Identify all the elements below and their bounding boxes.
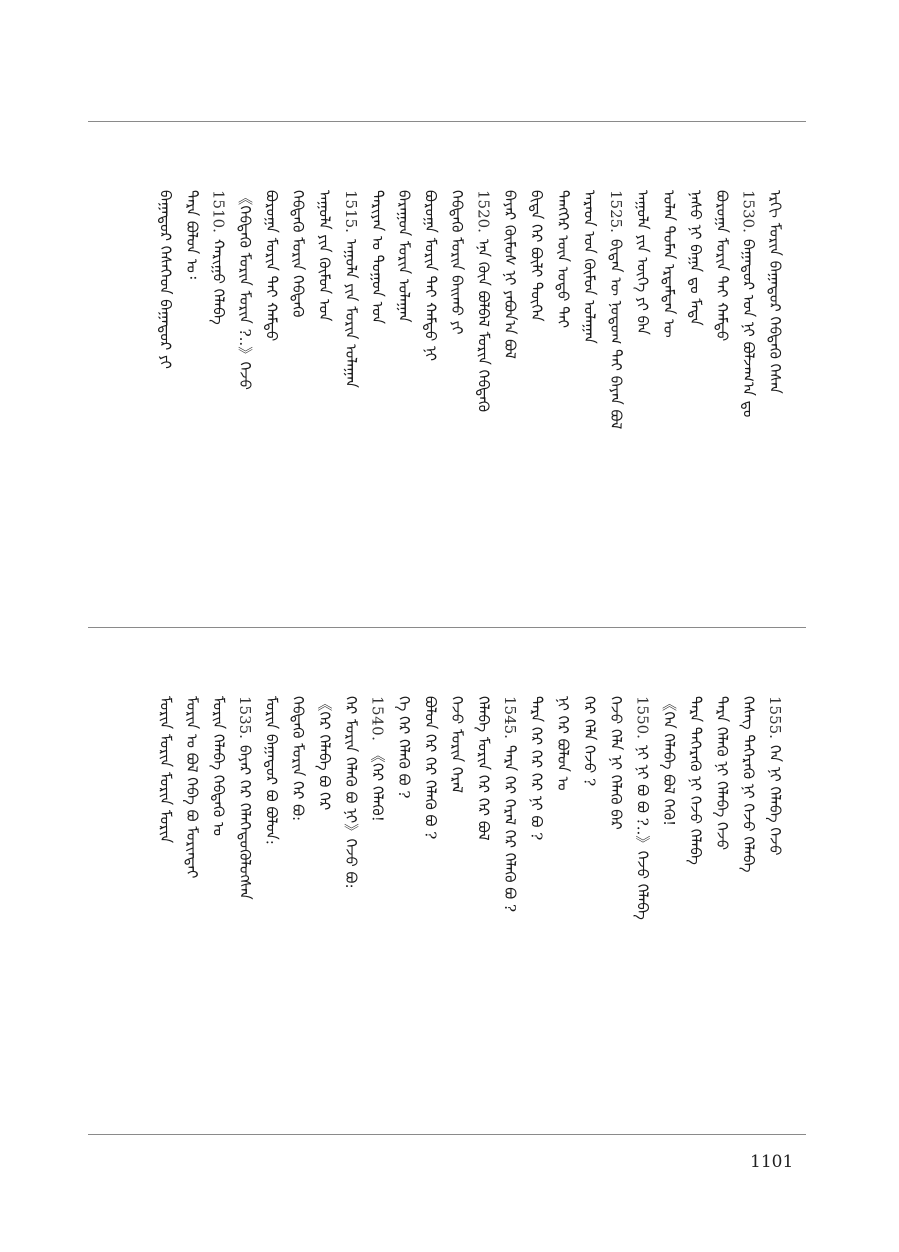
verse-text: ᠲᠡᠷᠡ ᠪᠣᠯᠣᠨ ᠤ᠄ (183, 190, 201, 279)
verse-line (312, 696, 338, 1116)
line-number: 1550. (633, 696, 652, 739)
verse-line (577, 696, 603, 1116)
verse-text: ᠭᠡᠷ ᠬᠡᠯᠡ ᠭᠡᠵᠦ ? (580, 696, 599, 787)
verse-line (736, 190, 762, 610)
verse-line (683, 696, 709, 1116)
verse-line (497, 696, 523, 1116)
verse-line (444, 190, 470, 610)
verse-line (550, 696, 576, 1116)
line-number: 1540. (368, 696, 387, 742)
verse-line (603, 190, 629, 610)
verse-line (762, 696, 788, 1116)
verse-line (497, 190, 523, 610)
verse-text: 《ᠬᠡᠨ ᠬᠡᠯᠡᠪᠡ ᠪᠣᠯ ᠭᠡᠬᠦ! (660, 696, 678, 827)
verse-line (232, 190, 258, 610)
verse-line (709, 696, 735, 1116)
verse-line (762, 190, 788, 610)
verse-line (656, 696, 682, 1116)
verse-text: ᠪᠣᠷᠣᠭᠠ ᠮᠣᠷᠢᠨ ᠲᠠᠢ ᠬᠠᠮᠲᠤ (713, 190, 731, 342)
verse-line (259, 696, 285, 1116)
verse-line (153, 696, 179, 1116)
verse-text: 《ᠭᠡᠷ ᠭᠡᠯᠡᠭᠦ! (368, 747, 387, 822)
page-number: 1101 (750, 1152, 794, 1172)
verse-text: ᠬᠡᠨ ᠨᠢ ᠬᠡᠯᠡᠪᠡ ᠭᠡᠵᠦ (766, 744, 784, 856)
verse-text: ᠨᠢ ᠨᠢ ᠪᠣ ᠪᠣ ?..》ᠭᠡᠵᠦ ᠬᠡᠯᠡᠪᠡ (633, 744, 652, 920)
verse-text: ᠪᠣᠯᠣᠨ ᠬᠡᠷ ᠭᠡᠷ ᠭᠡᠯᠡᠭᠦ ᠪᠣ ? (421, 696, 440, 840)
verse-text: ᠲᠡᠷᠡ ᠭᠡᠷ ᠭᠡᠷᠡᠯ ᠭᠡᠷ ᠭᠡᠯᠡᠭᠦ ᠪᠣ ? (501, 744, 519, 913)
verse-text: ᠨᠠᠰᠤ ᠨᠢ ᠪᠠᠭᠠ ᠳᠤ ᠮᠡᠳᠡ (686, 190, 705, 326)
lower-text-block (88, 628, 806, 1134)
verse-line (365, 696, 391, 1116)
verse-text: ᠮᠣᠷᠢᠨ ᠮᠣᠷᠢᠨ ᠮᠣᠷᠢᠨ ᠮᠣᠷᠢᠨ (156, 696, 175, 844)
verse-text: ᠠᠷᠠᠳ ᠤᠨ ᠬᠦᠮᠦᠨ ᠤᠯᠠᠭᠠᠨ (580, 190, 599, 344)
verse-text: 《ᠭᠡᠷ ᠬᠡᠯᠡᠪᠡ ᠪᠣ ᠭᠡᠷ (315, 696, 334, 811)
line-number: 1515. (342, 190, 360, 233)
verse-text: ᠠᠭᠤᠯᠠ ᠶᠢᠨ ᠬᠦᠮᠦᠨ ᠤᠨ (315, 190, 334, 322)
verse-text: ᠲᠡᠷᠡ ᠭᠡᠷ ᠭᠡᠷ ᠭᠡᠷ ᠨᠢ ᠪᠣ ? (527, 696, 546, 841)
verse-text: ᠠᠭᠤᠯᠠ ᠶᠢᠨ ᠦᠭᠡ ᠶᠢ ᠪᠡᠨ (633, 190, 652, 335)
verse-text: 《ᠬᠡᠪᠲᠡᠬᠦ ᠮᠣᠷᠢᠨ ᠮᠣᠷᠢᠨ ?..》ᠭᠡᠵᠦ (236, 190, 254, 390)
verse-line (418, 190, 444, 610)
verse-line (285, 696, 311, 1116)
verse-line (471, 190, 497, 610)
verse-text: ᠡᠷᠬᠢ ᠮᠣᠷᠢᠨ ᠪᠠᠭᠠᠲᠤᠷ ᠬᠡᠪᠲᠡᠬᠦ ᠭᠡᠰᠡᠨ (766, 190, 784, 394)
verse-text: ᠣᠯᠠᠨ ᠲᠤᠮᠡᠨ ᠡᠷᠳᠡᠮᠲᠡᠨ ᠦ (660, 190, 678, 338)
verse-text: ᠨᠢ ᠭᠡᠷ ᠪᠣᠯᠣᠨ ᠣ (554, 696, 572, 791)
verse-text: ᠭᠡᠵᠦ ᠮᠣᠷᠢᠨ ᠭᠡᠷᠡᠯ (448, 696, 466, 794)
line-number: 1520. (474, 190, 493, 233)
verse-line (179, 696, 205, 1116)
verse-text: ᠬᠠᠷᠢᠭᠤ ᠬᠡᠯᠡᠪᠡ (209, 238, 228, 325)
verse-text: ᠬᠡᠪᠲᠡᠬᠦ ᠮᠣᠷᠢᠨ ᠬᠡᠷ ᠪᠣ: (289, 696, 307, 822)
verse-text: ᠬᠡᠯᠡᠪᠡ ᠮᠣᠷᠢᠨ ᠭᠡᠷ ᠬᠡᠷ ᠪᠣᠯ (474, 696, 493, 841)
line-number: 1535. (236, 696, 254, 739)
verse-line (206, 190, 232, 610)
verse-text: ᠮᠣᠷᠢᠨ ᠣ ᠪᠣᠯ ᠬᠡᠪᠡ ᠪᠣ ᠮᠣᠷᠢᠨᠲᠠᠢ (183, 696, 201, 879)
verse-text: ᠪᠠᠷᠠᠭᠤᠨ ᠮᠣᠷᠢᠨ ᠤᠯᠠᠭᠠᠨ (395, 190, 413, 323)
verse-text: ᠬᠡᠰᠡᠭ ᠲᠡᠭᠡᠷᠡᠭᠦ ᠨᠢ ᠭᠡᠵᠦ ᠬᠡᠯᠡᠪᠡ (739, 696, 758, 873)
verse-line (391, 696, 417, 1116)
verse-line (709, 190, 735, 610)
verse-line (444, 696, 470, 1116)
verse-line (232, 696, 258, 1116)
verse-text: ᠬᠡᠪᠲᠡᠬᠦ ᠮᠣᠷᠢᠨ ᠪᠠᠢᠬᠤ ᠶᠢ (448, 190, 466, 335)
verse-text: ᠮᠣᠷᠢᠨ ᠬᠡᠯᠡᠪᠡ ᠬᠡᠪᠲᠡᠬᠦ ᠤ (209, 696, 228, 836)
verse-text: ᠡᠨᠡ ᠬᠦᠨ ᠪᠣᠯᠪᠠᠯ ᠮᠣᠷᠢᠨ ᠬᠡᠪᠲᠡᠬᠦ (474, 238, 493, 413)
verse-text: ᠲᠡᠷᠡ ᠬᠡᠯᠡᠬᠦ ᠨᠢ ᠬᠡᠯᠡᠪᠡ ᠭᠡᠵᠦ (713, 696, 731, 851)
verse-text: ᠪᠠᠭᠠᠲᠤᠷ ᠬᠡᠰᠡᠭᠡᠳ ᠪᠠᠭᠠᠲᠤᠷ ᠶᠢ (156, 190, 175, 369)
verse-text: ᠪᠢᠳᠡ ᠭᠡᠷ ᠪᠦᠯᠢ ᠳᠦᠭᠡᠨ (527, 190, 546, 322)
verse-text: ᠲᠡᠩᠭᠡᠷ ᠦᠨ ᠣᠳᠣ ᠲᠠᠢ (554, 190, 572, 329)
verse-line (285, 190, 311, 610)
verse-line (365, 190, 391, 610)
verse-text: ᠮᠣᠷᠢᠨ ᠪᠠᠭᠠᠲᠤᠷ ᠪᠣ ᠪᠣᠯᠣᠨ: (262, 696, 281, 845)
verse-text: ᠪᠣᠷᠣᠭᠠ ᠮᠣᠷᠢᠨ ᠲᠠᠢ ᠬᠠᠮᠲᠤ (262, 190, 281, 342)
verse-line (577, 190, 603, 610)
verse-line (471, 696, 497, 1116)
verse-text: ᠪᠣᠷᠣᠭᠠ ᠮᠣᠷᠢᠨ ᠲᠠᠢ ᠬᠠᠮᠲᠤ ᠨᠢ (421, 190, 440, 361)
verse-line (630, 696, 656, 1116)
verse-line (630, 190, 656, 610)
verse-line (391, 190, 417, 610)
verse-line (736, 696, 762, 1116)
bottom-rule (88, 1134, 806, 1135)
verse-text: ᠲᠠᠷᠢᠶᠠᠨ ᠤ ᠲᠣᠭᠣᠨ ᠤᠨ (368, 190, 387, 325)
verse-line (524, 190, 550, 610)
verse-line (656, 190, 682, 610)
verse-line (153, 190, 179, 610)
upper-text-block (88, 122, 806, 627)
line-number: 1555. (766, 696, 784, 739)
line-number: 1510. (209, 190, 228, 233)
verse-text: ᠪᠠᠶᠠᠷ ᠭᠡᠷ ᠬᠡᠯᠡᠭᠡᠳᠦᠭᠦᠯᠦᠭᠰᠡᠨ (236, 744, 254, 900)
line-number: 1530. (739, 190, 758, 233)
verse-text: ᠲᠡᠷᠡ ᠲᠡᠭᠡᠷᠡᠭᠦ ᠨᠢ ᠭᠡᠵᠦ ᠬᠡᠯᠡᠪᠡ (686, 696, 705, 865)
verse-line (179, 190, 205, 610)
verse-text: ᠪᠠᠶᠠᠷ ᠬᠦᠮᠦᠰ ᠨᠢ ᠶᠠᠪᠤᠨ᠎ᠠ ᠪᠣᠯ (501, 190, 519, 359)
verse-line (524, 696, 550, 1116)
verse-line (338, 696, 364, 1116)
verse-line (259, 190, 285, 610)
verse-text: ᠪᠠᠭᠠᠲᠤᠷ ᠤᠨ ᠨᠢ ᠪᠣᠯᠵᠠᠭ᠎ᠠ ᠳᠤ (739, 238, 758, 418)
verse-text: ᠭᠡᠵᠦ ᠭᠡᠯᠡ ᠨᠢ ᠬᠡᠯᠡᠬᠦ ᠪᠡᠷ (607, 696, 625, 830)
verse-text: ᠬᠡᠪᠲᠡᠬᠦ ᠮᠣᠷᠢᠨ ᠬᠡᠪᠲᠡᠬᠦ (289, 190, 307, 318)
line-number: 1545. (501, 696, 519, 739)
verse-line (206, 696, 232, 1116)
verse-line (338, 190, 364, 610)
verse-text: ᠠᠭᠤᠯᠠ ᠶᠢᠨ ᠮᠣᠷᠢᠨ ᠤᠯᠠᠭᠠᠨ (342, 238, 360, 388)
verse-line (418, 696, 444, 1116)
verse-line (550, 190, 576, 610)
verse-line (683, 190, 709, 610)
verse-line (312, 190, 338, 610)
verse-text: ᠪᠢᠳᠡᠨ ᠦ ᠨᠤᠲᠤᠭ ᠲᠠᠢ ᠪᠠᠶᠠᠨ ᠪᠣᠯ (607, 238, 625, 430)
verse-text: ᠬᠡ ᠭᠡᠷ ᠭᠡᠯᠡᠭᠦ ᠪᠣ ? (395, 696, 413, 799)
verse-text: ᠭᠡᠷ ᠮᠣᠷᠢᠨ ᠭᠡᠯᠡᠭᠦ ᠪᠣ ᠨᠢ》ᠭᠡᠵᠦ ᠪᠣ: (342, 696, 360, 889)
verse-line (603, 696, 629, 1116)
line-number: 1525. (607, 190, 625, 233)
